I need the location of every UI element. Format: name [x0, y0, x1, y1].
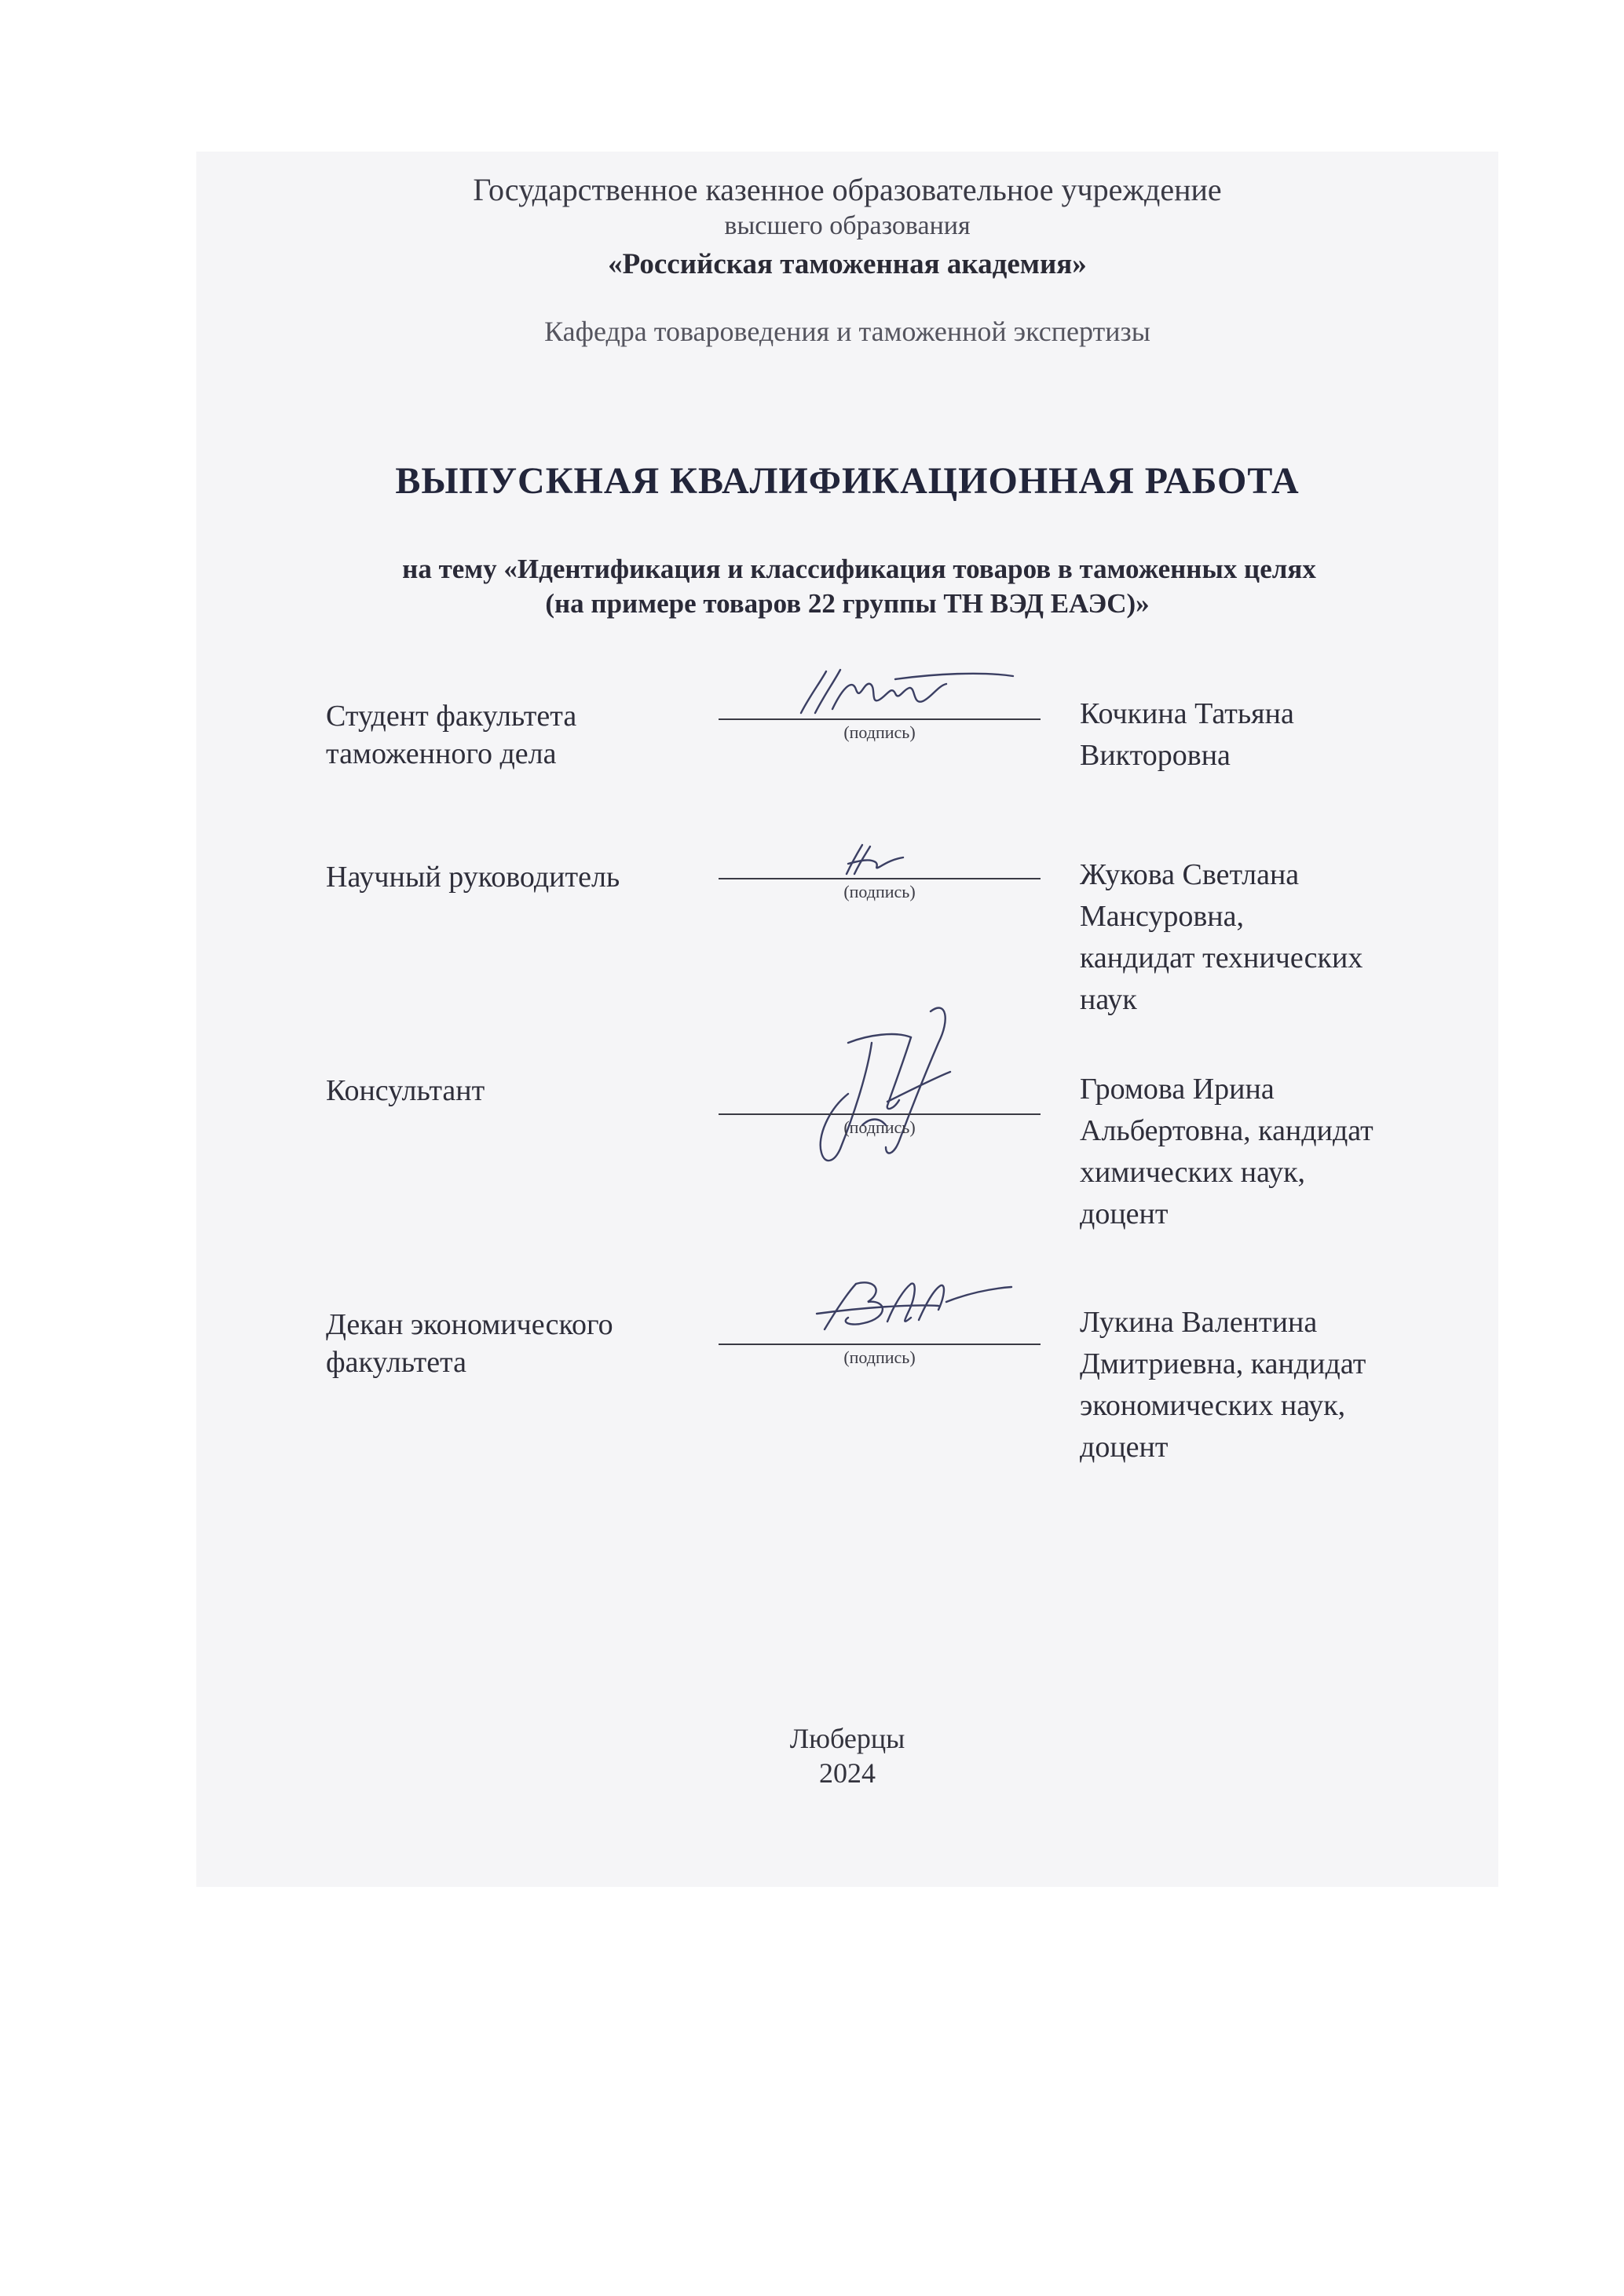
student-role-line: Студент факультета — [326, 700, 577, 733]
student-name-line: Викторовна — [1080, 739, 1231, 772]
consultant-name — [1080, 1069, 1449, 1235]
dean-signature-caption: (подпись) — [843, 1347, 916, 1367]
dean-name-line: Дмитриевна, кандидат — [1080, 1347, 1366, 1380]
institution-name: «Российская таможенная академия» — [608, 248, 1087, 280]
consultant-name-line: Громова Ирина — [1080, 1073, 1275, 1106]
city: Люберцы — [789, 1723, 905, 1754]
supervisor-signature-line — [719, 878, 1041, 879]
supervisor-name-line: Жукова Светлана — [1080, 858, 1300, 891]
student-name-line: Кочкина Татьяна — [1080, 697, 1294, 730]
consultant-name-line: химических наук, — [1080, 1156, 1306, 1189]
supervisor-signature-caption: (подпись) — [843, 882, 916, 901]
supervisor-name-line: Мансуровна, — [1080, 900, 1244, 933]
year: 2024 — [819, 1757, 876, 1789]
institution-line-1: Государственное казенное образовательное учреждение — [473, 172, 1222, 207]
dean-signature — [801, 1274, 1021, 1345]
consultant-signature — [793, 1000, 982, 1188]
dean-role-line: факультета — [326, 1346, 466, 1379]
student-signature-caption: (подпись) — [843, 722, 916, 742]
dean-name — [1080, 1302, 1449, 1468]
student-signature-line — [719, 718, 1041, 720]
consultant-role — [326, 1072, 671, 1110]
dean-name-line: доцент — [1080, 1431, 1169, 1464]
supervisor-name — [1080, 854, 1449, 1021]
dean-role-line: Декан экономического — [326, 1308, 613, 1341]
dean-signature-line — [719, 1344, 1041, 1345]
student-role-line: таможенного дела — [326, 737, 557, 770]
student-role — [326, 697, 671, 773]
student-name — [1080, 693, 1449, 777]
supervisor-role-line: Научный руководитель — [326, 861, 620, 894]
supervisor-name-line: наук — [1080, 983, 1137, 1016]
supervisor-role — [326, 858, 671, 896]
consultant-role-line: Консультант — [326, 1074, 485, 1107]
consultant-name-line: доцент — [1080, 1197, 1169, 1230]
consultant-signature-line — [719, 1113, 1041, 1115]
dean-name-line: Лукина Валентина — [1080, 1306, 1318, 1339]
consultant-name-line: Альбертовна, кандидат — [1080, 1114, 1373, 1147]
title-page-sheet — [196, 152, 1498, 1887]
work-topic-line-1: на тему «Идентификация и классификация товаров в таможенных целях — [402, 554, 1316, 584]
institution-line-2: высшего образования — [724, 211, 971, 240]
dean-name-line: экономических наук, — [1080, 1389, 1346, 1422]
dean-role — [326, 1306, 671, 1381]
work-title: ВЫПУСКНАЯ КВАЛИФИКАЦИОННАЯ РАБОТА — [395, 460, 1300, 502]
department-name: Кафедра товароведения и таможенной экспертизы — [544, 316, 1150, 347]
supervisor-name-line: кандидат технических — [1080, 941, 1363, 974]
consultant-signature-caption: (подпись) — [843, 1117, 916, 1137]
work-topic-line-2: (на примере товаров 22 группы ТН ВЭД ЕАЭС)» — [545, 588, 1150, 619]
